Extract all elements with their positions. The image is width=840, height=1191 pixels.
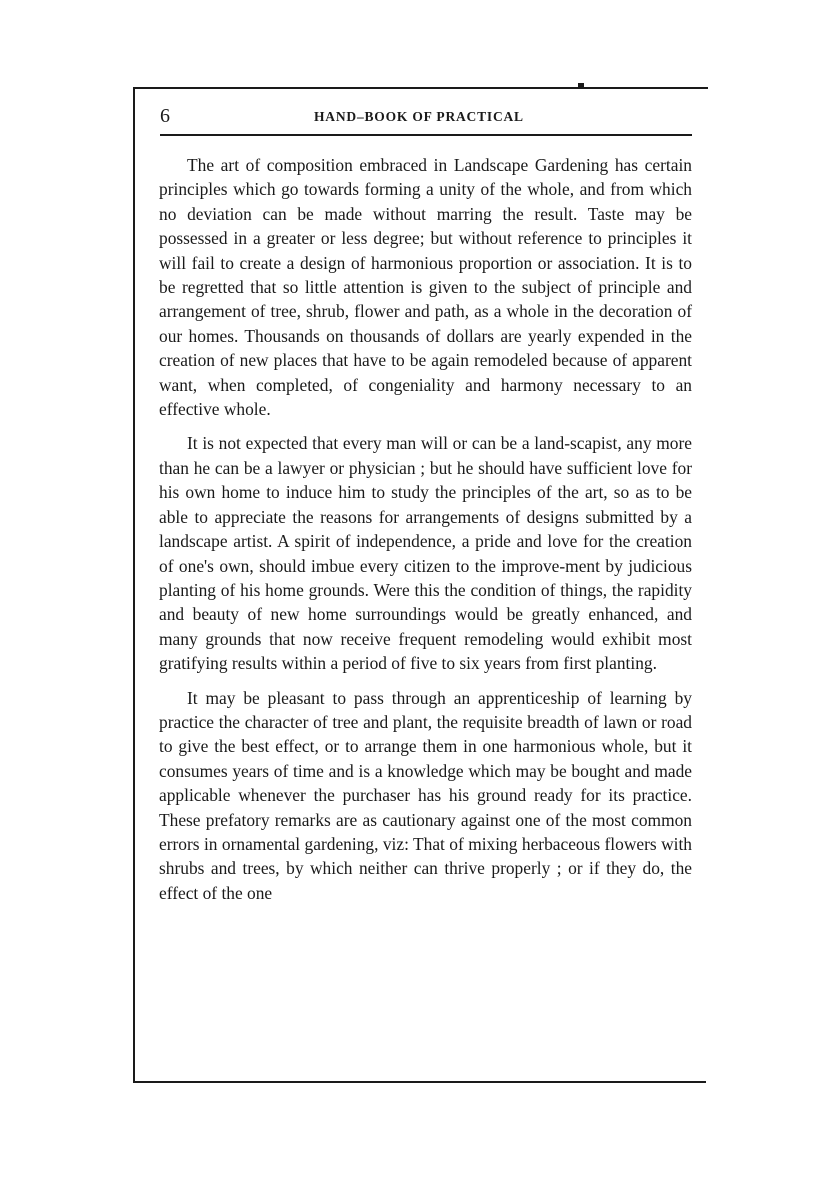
printer-mark — [578, 83, 584, 89]
header-rule — [160, 134, 692, 136]
paragraph-apprenticeship: It may be pleasant to pass through an apprenticeship of learning by practice the character of tree and plant, the requisite breadth of lawn or road to give the best effect, or to arrange them in one harmonious whole, but it consumes years of time and is a knowledge which may be bought and made applicable whenever the purchaser has his ground ready for its practice. These prefatory remarks are as cautionary against one of the most common errors in ornamental gardening, viz: That of mixing herbaceous flowers with shrubs and trees, by which neither can thrive properly ; or if they do, the effect of the one — [159, 687, 692, 903]
running-title: HAND–BOOK OF PRACTICAL — [314, 109, 524, 124]
paragraph-composition: The art of composition embraced in Landscape Gardening has certain principles which go towards forming a unity of the whole, and from which no deviation can be made without marring the result. Taste may be possessed in a greater or less degree; but without reference to principles it will fail to create a design of harmonious proportion or association. It is to be regretted that so little attention is given to the subject of principle and arrangement of tree, shrub, flower and path, as a whole in the decoration of our homes. Thousands on thousands of dollars are yearly expended in the creation of new places that have to be again remodeled because of apparent want, when completed, of congeniality and harmony necessary to an effective whole. — [159, 155, 692, 420]
bottom-border-rule — [133, 1081, 706, 1083]
paragraph-landscapist: It is not expected that every man will or can be a land-scapist, any more than he can be a lawyer or physician ; but he should have sufficient love for his own home to induce him to study the principles of the art, so as to be able to appreciate the reasons for arrangements of designs submitted by a landscape artist. A spirit of independence, a pride and love for the creation of one's own, should imbue every citizen to the improve-ment by judicious planting of his home grounds. Were this the condition of things, the rapidity and beauty of new home surroundings would be greatly enhanced, and many grounds that now receive frequent remodeling would exhibit most gratifying results within a period of five to six years from first planting. — [159, 433, 692, 674]
left-border-rule — [133, 87, 135, 1082]
top-border-rule — [133, 87, 708, 89]
page-header — [160, 103, 692, 131]
page-body — [159, 153, 692, 915]
page-number: 6 — [160, 105, 170, 127]
